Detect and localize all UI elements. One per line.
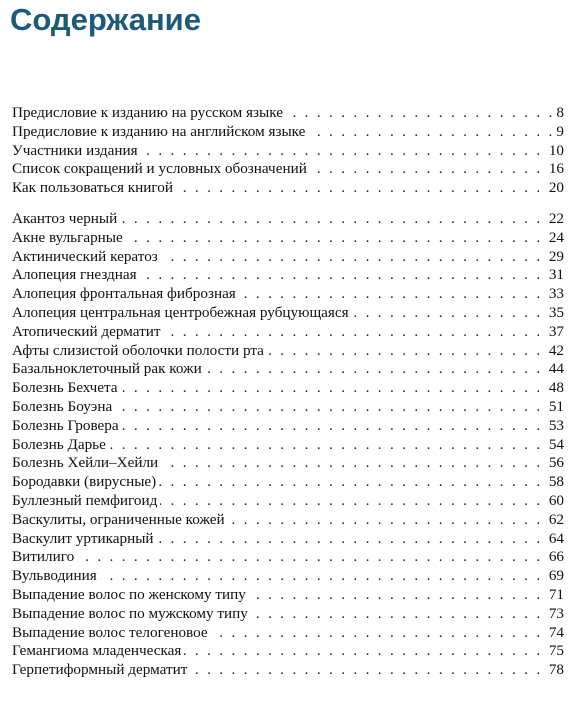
toc-entry-title: Болезнь Гровера	[12, 417, 122, 436]
toc-page-number: 42	[546, 342, 564, 361]
toc-row[interactable]	[0, 360, 576, 379]
toc-page-number: 48	[546, 379, 564, 398]
toc-row[interactable]	[0, 586, 576, 605]
toc-page-number: 37	[546, 323, 564, 342]
toc-entry-title: Выпадение волос по женскому типу	[12, 586, 249, 605]
toc-row[interactable]	[0, 548, 576, 567]
toc-row[interactable]	[0, 624, 576, 643]
toc-entry-title: Предисловие к изданию на английском языке	[12, 123, 308, 142]
toc-page-number: 78	[546, 661, 564, 680]
toc-row[interactable]	[0, 530, 576, 549]
toc-page-number: 33	[546, 285, 564, 304]
toc-page-number: 54	[546, 436, 564, 455]
toc-row[interactable]	[0, 492, 576, 511]
toc-row[interactable]	[0, 248, 576, 267]
toc-entry-title: Болезнь Боуэна	[12, 398, 115, 417]
toc-page-number: 58	[546, 473, 564, 492]
toc-row[interactable]	[0, 642, 576, 661]
toc-page-number: 53	[546, 417, 564, 436]
toc-entry-title: Выпадение волос телогеновое	[12, 624, 211, 643]
toc-entry-title: Алопеция гнездная	[12, 266, 140, 285]
toc-page-number: 60	[546, 492, 564, 511]
toc-entry-title: Атопический дерматит	[12, 323, 164, 342]
toc-page-number: 69	[546, 567, 564, 586]
toc-page-number: 75	[546, 642, 564, 661]
toc-page-number: 10	[546, 142, 564, 161]
toc-row[interactable]	[0, 379, 576, 398]
toc-entry-title: Как пользоваться книгой	[12, 179, 176, 198]
toc-entry-title: Гемангиома младенческая	[12, 642, 184, 661]
toc-row[interactable]	[0, 104, 576, 123]
toc-row[interactable]	[0, 285, 576, 304]
toc-page-number: 73	[546, 605, 564, 624]
toc-page-number: 44	[546, 360, 564, 379]
toc-entries	[0, 210, 576, 680]
toc-entry-title: Болезнь Дарье	[12, 436, 109, 455]
toc-page-number: 20	[546, 179, 564, 198]
toc-page-number: 22	[546, 210, 564, 229]
page-title: Содержание	[10, 2, 201, 37]
toc-row[interactable]	[0, 454, 576, 473]
toc-row[interactable]	[0, 398, 576, 417]
toc-entry-title: Болезнь Хейли–Хейли	[12, 454, 161, 473]
toc-row[interactable]	[0, 210, 576, 229]
toc-entry-title: Предисловие к изданию на русском языке	[12, 104, 286, 123]
toc-entry-title: Выпадение волос по мужскому типу	[12, 605, 251, 624]
toc-row[interactable]	[0, 473, 576, 492]
toc-entry-title: Витилиго	[12, 548, 77, 567]
toc-entry-title: Список сокращений и условных обозначений	[12, 160, 310, 179]
toc-entry-title: Алопеция центральная центробежная рубцующаяся	[12, 304, 352, 323]
toc-page-number: 56	[546, 454, 564, 473]
toc-entry-title: Бородавки (вирусные)	[12, 473, 159, 492]
toc-page-number: 51	[546, 398, 564, 417]
toc-page-number: 74	[546, 624, 564, 643]
toc-row[interactable]	[0, 142, 576, 161]
toc-entry-title: Акантоз черный	[12, 210, 120, 229]
toc-row[interactable]	[0, 229, 576, 248]
toc-page-number: 16	[546, 160, 564, 179]
toc-row[interactable]	[0, 342, 576, 361]
toc-page-number: 24	[546, 229, 564, 248]
toc-row[interactable]	[0, 661, 576, 680]
toc-page-number: 66	[546, 548, 564, 567]
toc-page-number: 35	[546, 304, 564, 323]
toc-page-number: 62	[546, 511, 564, 530]
toc-entry-title: Буллезный пемфигоид	[12, 492, 160, 511]
toc-page-number: 29	[546, 248, 564, 267]
toc-row[interactable]	[0, 417, 576, 436]
dot-leader	[12, 548, 564, 567]
toc-row[interactable]	[0, 123, 576, 142]
toc-page-number: 8	[553, 104, 564, 123]
toc-entry-title: Базальноклеточный рак кожи	[12, 360, 205, 379]
toc-entry-title: Болезнь Бехчета	[12, 379, 121, 398]
toc-front-matter	[0, 104, 576, 198]
toc-entry-title: Афты слизистой оболочки полости рта	[12, 342, 267, 361]
toc-page-number: 31	[546, 266, 564, 285]
toc-row[interactable]	[0, 605, 576, 624]
toc-row[interactable]	[0, 179, 576, 198]
toc-row[interactable]	[0, 436, 576, 455]
toc-page-number: 64	[546, 530, 564, 549]
toc-entry-title: Герпетиформный дерматит	[12, 661, 190, 680]
toc-page-number: 71	[546, 586, 564, 605]
toc-row[interactable]	[0, 266, 576, 285]
toc-row[interactable]	[0, 323, 576, 342]
toc-row[interactable]	[0, 160, 576, 179]
toc-entry-title: Алопеция фронтальная фиброзная	[12, 285, 239, 304]
toc-entry-title: Васкулит уртикарный	[12, 530, 157, 549]
toc-row[interactable]	[0, 304, 576, 323]
toc-entry-title: Васкулиты, ограниченные кожей	[12, 511, 228, 530]
toc-row[interactable]	[0, 511, 576, 530]
toc-page-number: 9	[553, 123, 564, 142]
toc-entry-title: Актинический кератоз	[12, 248, 161, 267]
toc-entry-title: Акне вульгарные	[12, 229, 126, 248]
toc-row[interactable]	[0, 567, 576, 586]
toc-entry-title: Участники издания	[12, 142, 141, 161]
toc-entry-title: Вульводиния	[12, 567, 100, 586]
